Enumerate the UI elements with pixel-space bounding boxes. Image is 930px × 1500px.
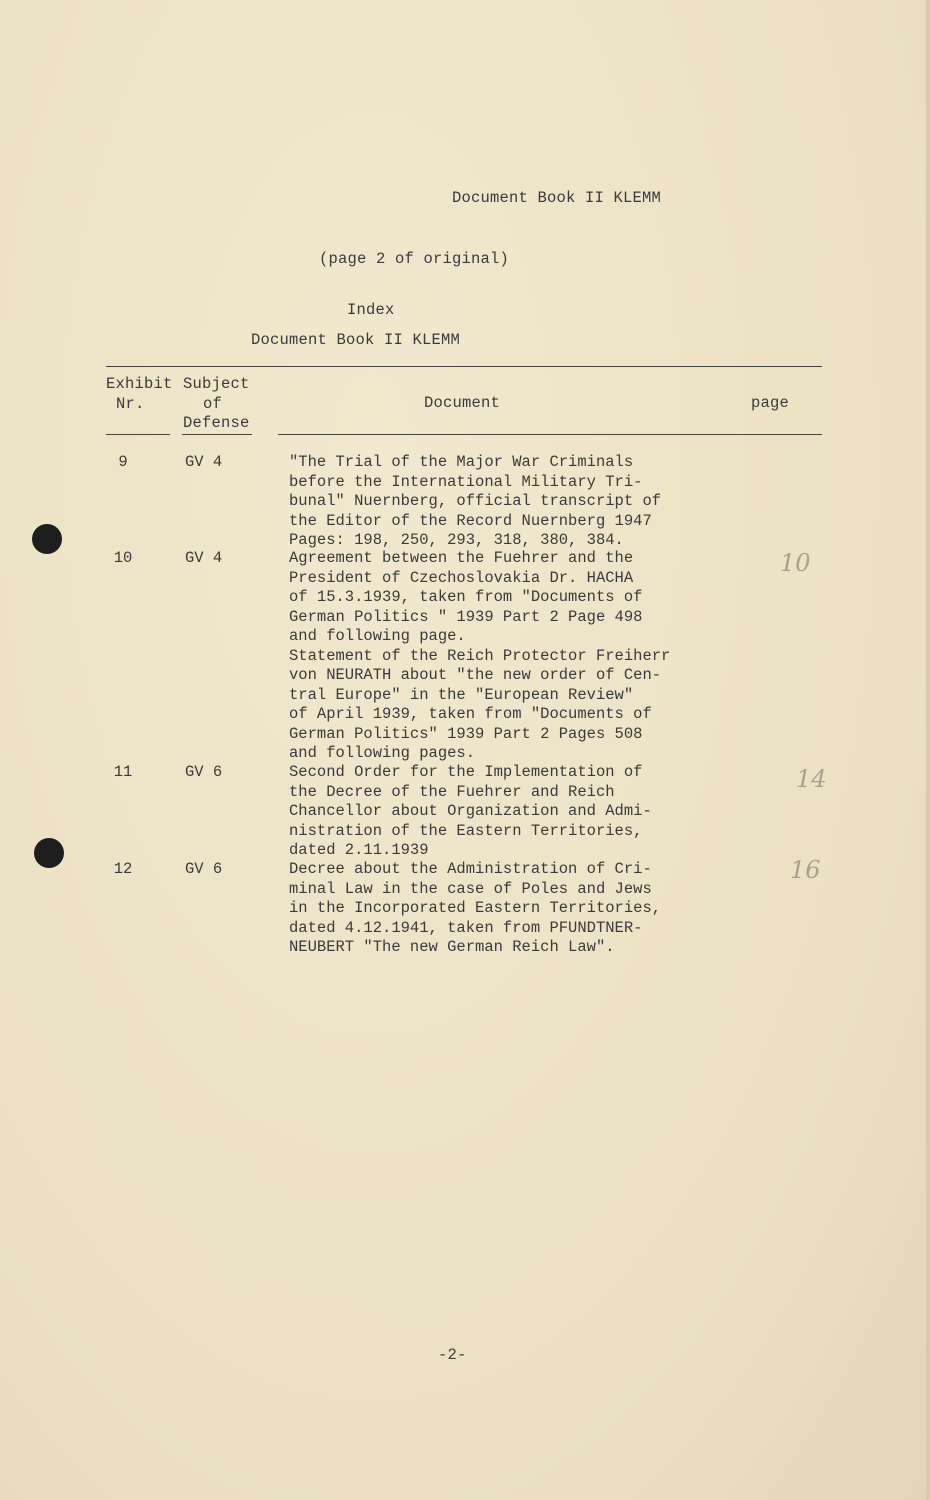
document-description: Agreement between the Fuehrer and the President of Czechoslovakia Dr. HACHA of 15.3.1939, taken from "Documents of German Politics " 1939 Part 2 Page 498 and following page. Statement of the Reich Protector Freiherr von NEURATH about "the new order of Cen- tral Europe" in the "European Review" of April 1939, taken from "Documents of German Politics" 1939 Part 2 Pages 508 and following pages. (289, 549, 671, 762)
header-underline (278, 434, 822, 435)
header-document: Document (424, 394, 501, 412)
page-number-handwritten: 10 (780, 549, 811, 577)
subject-code: GV 4 (185, 549, 223, 567)
exhibit-number: 12 (113, 860, 133, 878)
table-top-rule (106, 366, 822, 367)
subject-code: GV 6 (185, 860, 223, 878)
header-page: page (751, 394, 790, 412)
document-description: "The Trial of the Major War Criminals before the International Military Tri- bunal" Nuernberg, official transcript of the Editor of the Record Nuernberg 1947 Pages: 198, 250, 293, 318, 380, 384. (289, 453, 662, 549)
page-number-handwritten: 14 (796, 765, 827, 793)
book-reference: Document Book II KLEMM (452, 189, 662, 207)
document-description: Decree about the Administration of Cri- minal Law in the case of Poles and Jews in the Incorporated Eastern Territories, dated 4.12.1941, taken from PFUNDTNER- NEUBERT "The new German Reich Law". (289, 860, 662, 956)
exhibit-number: 9 (118, 453, 128, 471)
punch-hole (32, 524, 62, 554)
header-subject: Subject of Defense (183, 375, 250, 432)
header-underline (182, 434, 252, 435)
index-title: Index (347, 301, 395, 319)
header-exhibit: Exhibit Nr. (106, 375, 173, 413)
header-underline (106, 434, 170, 435)
page-number-handwritten: 16 (790, 856, 821, 884)
subject-code: GV 6 (185, 763, 223, 781)
document-description: Second Order for the Implementation of the Decree of the Fuehrer and Reich Chancellor about Organization and Admi- nistration of the Eastern Territories, dated 2.11.1939 (289, 763, 652, 859)
exhibit-number: 10 (113, 549, 133, 567)
page-note: (page 2 of original) (319, 250, 510, 268)
page-edge (926, 0, 930, 1500)
punch-hole (34, 838, 64, 868)
page-number: -2- (438, 1346, 467, 1364)
exhibit-number: 11 (113, 763, 133, 781)
subject-code: GV 4 (185, 453, 223, 471)
index-subtitle: Document Book II KLEMM (251, 331, 461, 349)
